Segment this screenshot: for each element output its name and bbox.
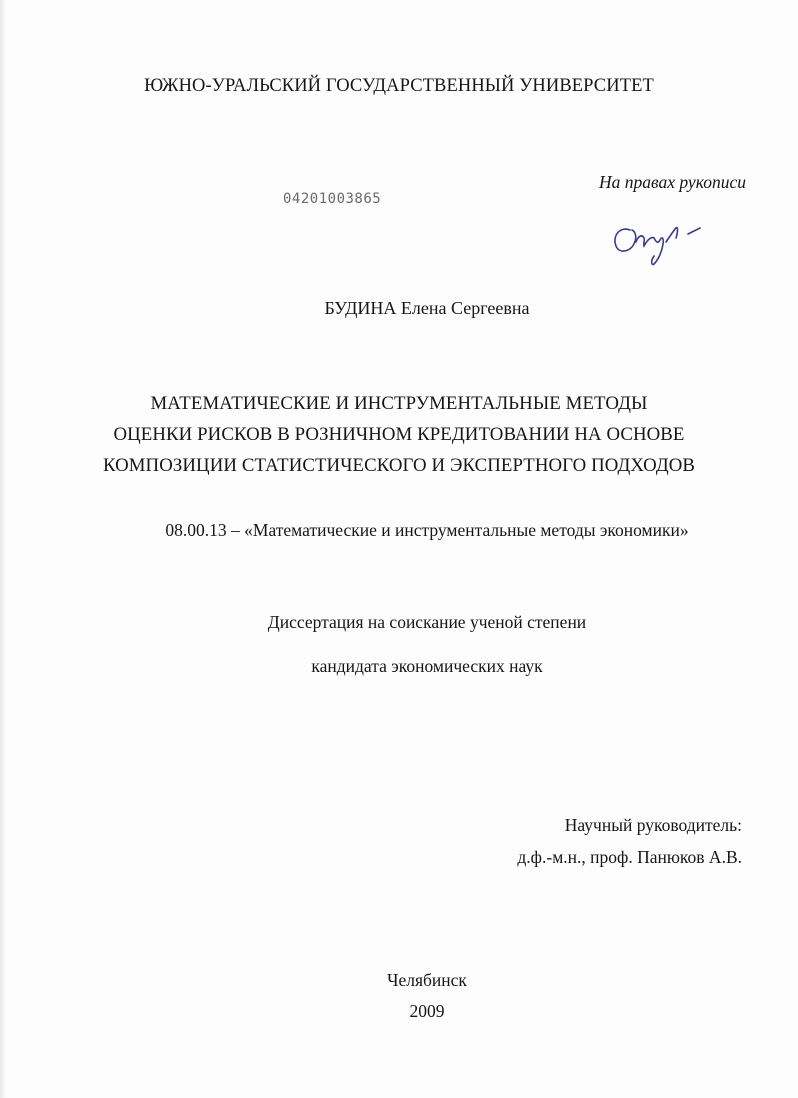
thesis-title-line-1: МАТЕМАТИЧЕСКИЕ И ИНСТРУМЕНТАЛЬНЫЕ МЕТОДЫ (150, 393, 648, 414)
city: Челябинск (387, 970, 467, 990)
specialty-code: 08.00.13 – «Математические и инструментальные методы экономики» (165, 520, 689, 540)
scan-edge-shadow (0, 0, 6, 1098)
manuscript-note: На правах рукописи (599, 172, 746, 192)
year: 2009 (409, 1001, 445, 1021)
thesis-title-line-2: ОЦЕНКИ РИСКОВ В РОЗНИЧНОМ КРЕДИТОВАНИИ НА ОСНОВЕ (113, 424, 685, 445)
university-name: ЮЖНО-УРАЛЬСКИЙ ГОСУДАРСТВЕННЫЙ УНИВЕРСИТЕТ (144, 76, 654, 96)
degree-line-1: Диссертация на соискание ученой степени (267, 612, 587, 632)
thesis-title-line-3: КОМПОЗИЦИИ СТАТИСТИЧЕСКОГО И ЭКСПЕРТНОГО ПОДХОДОВ (102, 455, 696, 476)
stamp-number: 04201003865 (283, 191, 382, 207)
supervisor-name: д.ф.-м.н., проф. Панюков А.В. (517, 847, 742, 867)
author-name: БУДИНА Елена Сергеевна (324, 298, 530, 318)
degree-line-2: кандидата экономических наук (311, 656, 543, 676)
handwritten-signature (608, 208, 718, 268)
supervisor-label: Научный руководитель: (564, 815, 742, 835)
